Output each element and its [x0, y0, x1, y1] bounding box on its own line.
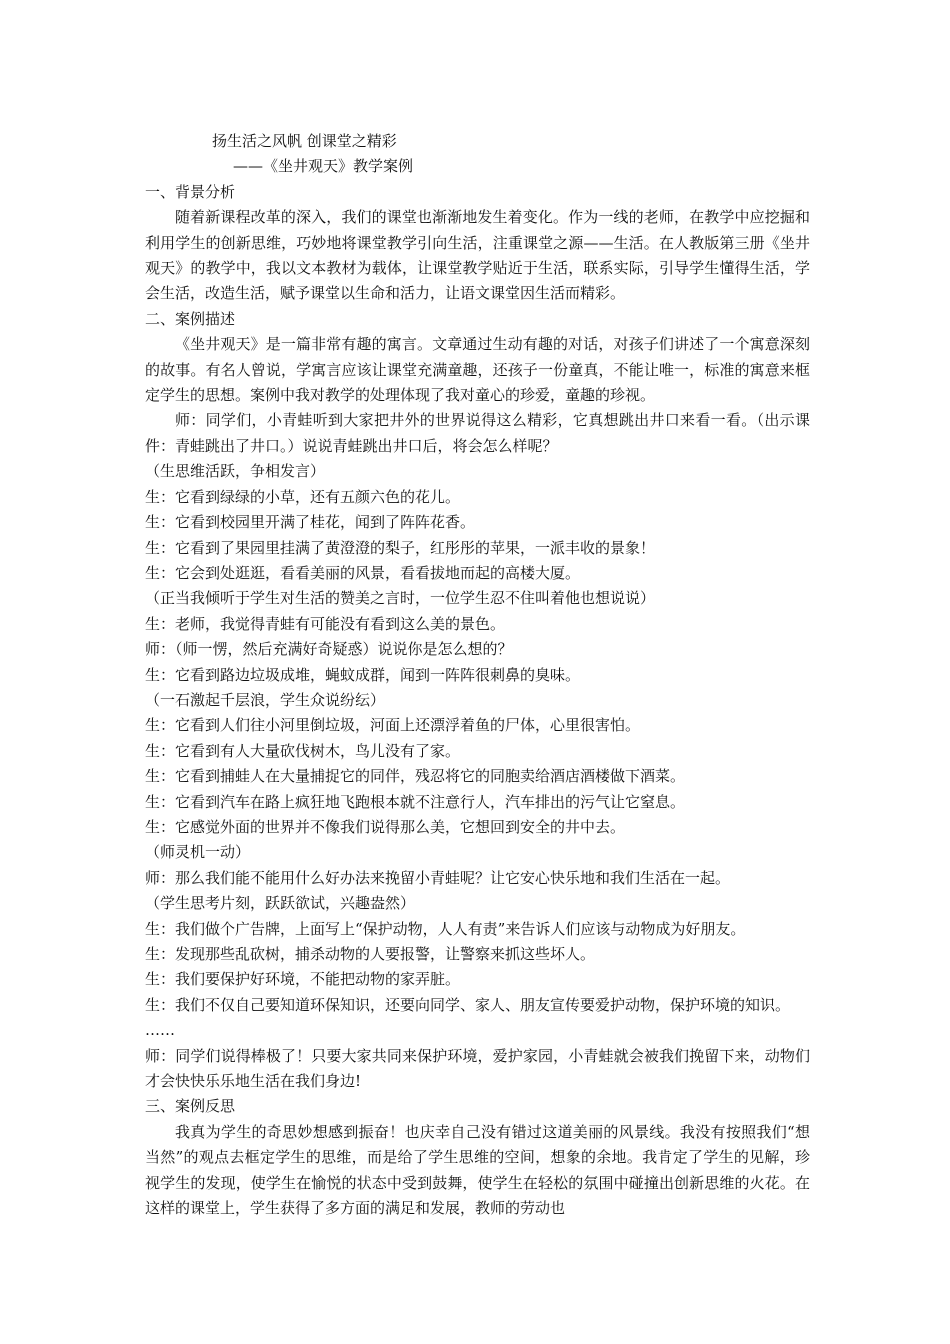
dialogue-line: 生：它看到汽车在路上疯狂地飞跑根本就不注意行人，汽车排出的污气让它窒息。 [145, 792, 686, 811]
dialogue-line: 生：它看到校园里开满了桂花，闻到了阵阵花香。 [145, 513, 476, 532]
dialogue-line: （学生思考片刻，跃跃欲试，兴趣盎然） [145, 894, 416, 913]
dialogue-line: （生思维活跃，争相发言） [145, 462, 326, 481]
dialogue-line: （正当我倾听于学生对生活的赞美之言时，一位学生忍不住叫着他也想说说） [145, 589, 656, 608]
dialogue-line: 生：它看到绿绿的小草，还有五颜六色的花儿。 [145, 487, 461, 506]
dialogue-line: 生：我们做个广告牌，上面写上“保护动物，人人有责”来告诉人们应该与动物成为好朋友。 [145, 919, 746, 938]
dialogue-line: 师：那么我们能不能用什么好办法来挽留小青蛙呢？让它安心快乐地和我们生活在一起。 [145, 868, 731, 887]
dialogue-line: 生：它看到了果园里挂满了黄澄澄的梨子，红彤彤的苹果，一派丰收的景象！ [145, 538, 656, 557]
section-heading: 一、背景分析 [145, 182, 236, 201]
dialogue-line: 生：它看到人们往小河里倒垃圾，河面上还漂浮着鱼的尸体，心里很害怕。 [145, 716, 641, 735]
dialogue-line: 师：（师一愣，然后充满好奇疑惑）说说你是怎么想的？ [145, 640, 513, 659]
dialogue-line: 师：同学们，小青蛙听到大家把井外的世界说得这么精彩，它真想跳出井口来看一看。（出示课件：青蛙跳出了井口。）说说青蛙跳出井口后，将会怎么样呢？ [145, 411, 810, 455]
document-body [145, 129, 810, 1221]
dialogue-line: （一石激起千层浪，学生众说纷纭） [145, 690, 386, 709]
dialogue-line: 生：它会到处逛逛，看看美丽的风景，看看拔地而起的高楼大厦。 [145, 563, 581, 582]
section-heading: 二、案例描述 [145, 309, 236, 328]
dialogue-line: 生：它看到路边垃圾成堆，蝇蚊成群，闻到一阵阵很刺鼻的臭味。 [145, 665, 581, 684]
dialogue-line: 师：同学们说得棒极了！只要大家共同来保护环境，爱护家园，小青蛙就会被我们挽留下来，动物们才会快快乐乐地生活在我们身边! [145, 1046, 810, 1091]
dialogue-list [145, 459, 810, 993]
document-subtitle: ——《坐井观天》教学案例 [233, 157, 414, 176]
document-title: 扬生活之风帆 创课堂之精彩 [212, 132, 397, 150]
dialogue-line: 生：发现那些乱砍树，捕杀动物的人要报警，让警察来抓这些坏人。 [145, 945, 596, 963]
dialogue-line: 生：老师，我觉得青蛙有可能没有看到这么美的景色。 [145, 614, 506, 633]
dialogue-line: 生：我们要保护好环境，不能把动物的家弄脏。 [145, 970, 461, 989]
dialogue-line: 生：我们不仅自己要知道环保知识，还要向同学、家人、朋友宣传要爱护动物，保护环境的知识。 [145, 995, 791, 1014]
dialogue-line: （师灵机一动） [145, 843, 251, 862]
dialogue-line: 生：它看到捕蛙人在大量捕捉它的同伴，残忍将它的同胞卖给酒店酒楼做下酒菜。 [145, 767, 686, 786]
paragraph: 《坐井观天》是一篇非常有趣的寓言。文章通过生动有趣的对话，对孩子们讲述了一个寓意深刻的故事。有名人曾说，学寓言应该让课堂充满童趣，还孩子一份童真，不能让唯一，标准的寓意来框定学生的思想。案例中我对教学的处理体现了我对童心的珍爱，童趣的珍视。 [145, 335, 810, 405]
paragraph: 随着新课程改革的深入，我们的课堂也渐渐地发生着变化。作为一线的老师，在教学中应挖掘和利用学生的创新思维，巧妙地将课堂教学引向生活，注重课堂之源——生活。在人教版第三册《坐井观天》的教学中，我以文本教材为载体，让课堂教学贴近于生活，联系实际，引导学生懂得生活，学会生活，改造生活，赋予课堂以生命和活力，让语文课堂因生活而精彩。 [145, 208, 810, 303]
paragraph: 我真为学生的奇思妙想感到振奋！也庆幸自己没有错过这道美丽的风景线。我没有按照我们“想当然”的观点去框定学生的思维，而是给了学生思维的空间，想象的余地。我肯定了学生的见解，珍视学生的发现，使学生在愉悦的状态中受到鼓舞，使学生在轻松的氛围中碰撞出创新思维的火花。在这样的课堂上，学生获得了多方面的满足和发展，教师的劳动也 [145, 1122, 810, 1218]
section-heading: 三、案例反思 [145, 1097, 236, 1116]
ellipsis: …… [145, 1021, 175, 1040]
dialogue-line: 生：它感觉外面的世界并不像我们说得那么美，它想回到安全的井中去。 [145, 817, 626, 836]
dialogue-line: 生：它看到有人大量砍伐树木，鸟儿没有了家。 [145, 741, 461, 760]
